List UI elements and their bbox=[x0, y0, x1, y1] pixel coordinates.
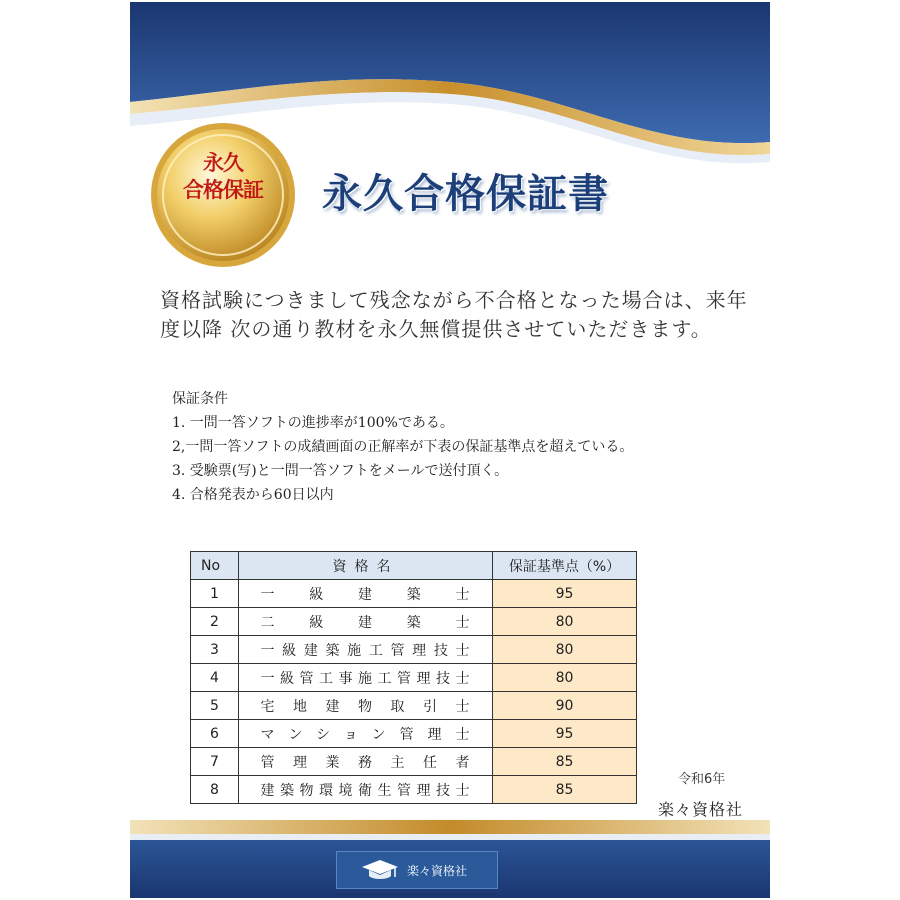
company-name: 楽々資格社 bbox=[658, 800, 744, 819]
table-row bbox=[191, 636, 637, 664]
table-row bbox=[191, 580, 637, 608]
row-name: 一級建築施工管理技士 bbox=[260, 642, 471, 659]
row-score: 80 bbox=[493, 636, 637, 664]
conditions-heading: 保証条件 bbox=[172, 391, 228, 407]
row-name: 宅地建物取引士 bbox=[260, 698, 471, 715]
table-header-row bbox=[191, 552, 637, 580]
graduation-cap-icon bbox=[361, 858, 399, 882]
condition-item: 2,一問一答ソフトの成績画面の正解率が下表の保証基準点を超えている。 bbox=[172, 439, 634, 455]
document-title: 永久合格保証書 bbox=[322, 171, 609, 217]
header-name: 資格名 bbox=[239, 552, 493, 580]
row-score: 90 bbox=[493, 692, 637, 720]
table-row bbox=[191, 720, 637, 748]
row-no: 5 bbox=[191, 692, 239, 720]
footer-logo bbox=[336, 851, 498, 889]
row-name: 一級管工事施工管理技士 bbox=[260, 670, 471, 687]
table-row bbox=[191, 664, 637, 692]
footer-logo-text: 楽々資格社 bbox=[407, 864, 468, 878]
row-name: 管理業務主任者 bbox=[260, 754, 471, 771]
header-no: No bbox=[191, 552, 239, 580]
issue-date: 令和6年 bbox=[678, 772, 726, 787]
row-score: 80 bbox=[493, 608, 637, 636]
row-score: 80 bbox=[493, 664, 637, 692]
row-name: 建築物環境衛生管理技士 bbox=[260, 782, 471, 799]
intro-paragraph: 資格試験につきまして残念ながら不合格となった場合は、来年度以降 次の通り教材を永久無償提供させていただきます。 bbox=[160, 288, 748, 341]
table-row bbox=[191, 692, 637, 720]
row-no: 7 bbox=[191, 748, 239, 776]
row-no: 6 bbox=[191, 720, 239, 748]
row-name: 一級建築士 bbox=[260, 586, 471, 603]
condition-item: 1. 一問一答ソフトの進捗率が100%である。 bbox=[172, 415, 454, 431]
row-score: 95 bbox=[493, 720, 637, 748]
table-row bbox=[191, 776, 637, 804]
row-name: マンション管理士 bbox=[260, 726, 471, 743]
row-score: 95 bbox=[493, 580, 637, 608]
row-no: 3 bbox=[191, 636, 239, 664]
row-score: 85 bbox=[493, 748, 637, 776]
seal-line-2: 合格保証 bbox=[183, 178, 263, 202]
table-row bbox=[191, 608, 637, 636]
seal-line-1: 永久 bbox=[203, 151, 243, 175]
row-no: 8 bbox=[191, 776, 239, 804]
row-no: 4 bbox=[191, 664, 239, 692]
row-no: 2 bbox=[191, 608, 239, 636]
row-name: 二級建築士 bbox=[260, 614, 471, 631]
guarantee-seal bbox=[148, 120, 298, 270]
certificate-document bbox=[130, 2, 770, 898]
table-row bbox=[191, 748, 637, 776]
condition-item: 3. 受験票(写)と一問一答ソフトをメールで送付頂く。 bbox=[172, 463, 509, 479]
header-score: 保証基準点（%） bbox=[493, 552, 637, 580]
row-no: 1 bbox=[191, 580, 239, 608]
guarantee-conditions bbox=[172, 387, 633, 507]
qualification-table bbox=[190, 551, 637, 804]
condition-item: 4. 合格発表から60日以内 bbox=[172, 487, 334, 503]
row-score: 85 bbox=[493, 776, 637, 804]
